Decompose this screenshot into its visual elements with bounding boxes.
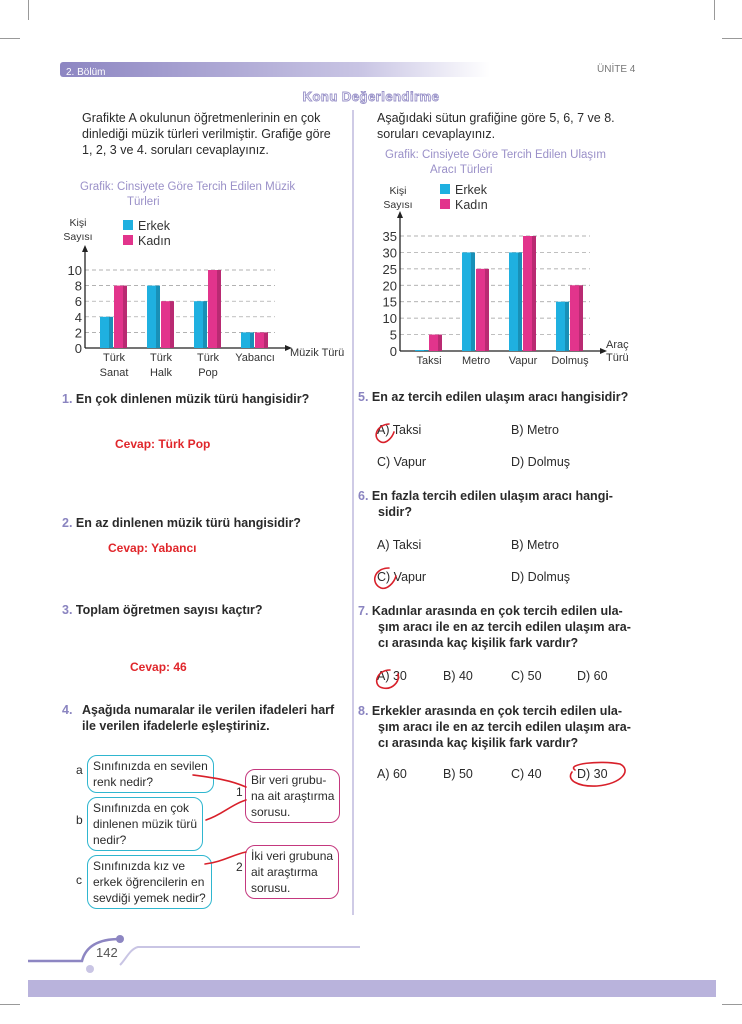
match-number-2: 2 [236, 860, 243, 874]
y-tick-label: 15 [382, 294, 397, 310]
question-4 [62, 702, 346, 734]
intro-line: soruları cevaplayınız. [377, 127, 496, 141]
question-2 [62, 515, 301, 531]
question-6 [358, 488, 613, 520]
x-tick-label: Sanat [99, 367, 129, 379]
match-target-1 [245, 769, 340, 823]
match-text: na ait araştırma [251, 789, 335, 803]
y-tick-label: 35 [382, 229, 397, 244]
bar-shade [109, 317, 113, 348]
question-text: En fazla tercih edilen ulaşım aracı hangi- [371, 489, 613, 503]
option-c[interactable]: C) Vapur [377, 455, 427, 469]
footer-bar [28, 980, 716, 997]
y-axis-arrow [82, 245, 88, 252]
x-axis-label: Türü [606, 352, 629, 364]
question-text: En az tercih edilen ulaşım aracı hangisidir? [371, 390, 629, 404]
x-axis-label: Müzik Türü [290, 347, 345, 359]
question-number: 2. [62, 516, 73, 530]
option-a[interactable]: A) Taksi [377, 423, 422, 437]
chart-title-line: Türleri [127, 196, 160, 208]
option-b[interactable]: B) Metro [511, 538, 559, 552]
answer-1: Cevap: Türk Pop [115, 437, 211, 451]
question-text: sidir? [378, 505, 413, 519]
y-tick-label: 5 [389, 327, 397, 343]
bar-shade [123, 286, 127, 348]
question-text: En çok dinlenen müzik türü hangisidir? [75, 392, 310, 406]
question-text: cı arasında kaç kişilik fark vardır? [378, 736, 579, 750]
answer-2: Cevap: Yabancı [108, 541, 197, 555]
match-text: ait araştırma [251, 865, 318, 879]
bar-shade [250, 332, 254, 348]
option-c[interactable]: C) Vapur [377, 570, 427, 584]
question-5 [358, 389, 628, 405]
question-number: 5. [358, 390, 369, 404]
intro-line: dinlediği müzik türleri verilmiştir. Grafiğe göre [82, 127, 331, 141]
option-a[interactable]: A) 30 [377, 669, 407, 683]
match-text: nedir? [93, 833, 127, 847]
question-text: ile verilen ifadelerle eşleştiriniz. [82, 719, 270, 733]
question-number: 1. [62, 392, 73, 406]
y-tick-label: 8 [74, 278, 82, 294]
question-1 [62, 391, 309, 407]
match-item-b [87, 797, 203, 851]
y-tick-label: 10 [382, 311, 397, 327]
chart-title-line: Grafik: Cinsiyete Göre Tercih Edilen Ulaşım [385, 149, 606, 161]
bar-shade [170, 301, 174, 348]
bar-shade [565, 302, 569, 351]
option-d[interactable]: D) 60 [577, 669, 608, 683]
option-d[interactable]: D) Dolmuş [511, 455, 571, 469]
x-tick-label: Metro [461, 355, 491, 367]
y-tick-label: 0 [389, 344, 397, 359]
match-text: sorusu. [251, 881, 291, 895]
legend-swatch-erkek [123, 220, 133, 230]
intro-line: Aşağıdaki sütun grafiğine göre 5, 6, 7 ve 8. [377, 111, 615, 125]
match-text: Sınıfınızda en çok [93, 801, 190, 815]
question-3 [62, 602, 263, 618]
legend-label: Erkek [455, 183, 487, 197]
intro-line: 1, 2, 3 ve 4. soruları cevaplayınız. [82, 143, 269, 157]
bar-shade [532, 236, 536, 351]
match-item-a [87, 755, 214, 793]
match-text: renk nedir? [93, 775, 154, 789]
x-tick-label: Türk [150, 352, 172, 364]
bar-shade [424, 350, 428, 351]
y-tick-label: 4 [74, 309, 82, 325]
y-axis-label: Sayısı [63, 231, 93, 243]
bar-shade [438, 335, 442, 351]
y-tick-label: 25 [382, 261, 397, 277]
y-axis-arrow [397, 211, 403, 218]
chart-title-line: Grafik: Cinsiyete Göre Tercih Edilen Müzik [80, 181, 296, 193]
match-item-c [87, 855, 212, 909]
legend-label: Kadın [455, 198, 488, 212]
question-number: 7. [358, 604, 369, 618]
bar-shade [217, 270, 221, 348]
match-text: sorusu. [251, 805, 291, 819]
y-axis-label: Kişi [69, 217, 87, 229]
y-tick-label: 10 [67, 263, 82, 278]
answer-3: Cevap: 46 [130, 660, 187, 674]
match-letter-b: b [76, 813, 83, 827]
y-axis-label: Sayısı [383, 199, 413, 211]
x-tick-label: Türk [197, 352, 219, 364]
x-tick-label: Yabancı [235, 352, 275, 364]
bar-shade [264, 332, 268, 348]
y-axis-label: Kişi [389, 185, 407, 197]
match-letter-c: c [76, 873, 82, 887]
question-8 [358, 703, 631, 751]
section-label: 2. Bölüm [66, 67, 106, 78]
y-tick-label: 20 [382, 278, 397, 294]
unit-label: ÜNİTE 4 [597, 64, 636, 75]
match-text: Sınıfınızda kız ve [93, 859, 186, 873]
x-tick-label: Pop [198, 367, 218, 379]
question-number: 8. [358, 704, 369, 718]
x-tick-label: Vapur [508, 355, 538, 367]
question-text: Aşağıda numaralar ile verilen ifadeleri harf [82, 703, 335, 717]
x-tick-label: Dolmuş [551, 355, 589, 367]
match-number-1: 1 [236, 785, 243, 799]
x-tick-label: Halk [149, 367, 173, 379]
bar-shade [203, 301, 207, 348]
option-d[interactable]: D) Dolmuş [511, 570, 571, 584]
x-tick-label: Türk [103, 352, 125, 364]
option-b[interactable]: B) Metro [511, 423, 559, 437]
legend-label: Kadın [138, 234, 171, 248]
y-tick-label: 0 [74, 341, 82, 356]
question-number: 3. [62, 603, 73, 617]
question-7 [358, 603, 631, 651]
bar-shade [579, 285, 583, 351]
match-text: Sınıfınızda en sevilen [93, 759, 208, 773]
page-number: 142 [96, 945, 118, 960]
match-text: Bir veri grubu- [251, 773, 327, 787]
match-letter-a: a [76, 763, 83, 777]
match-text: dinlenen müzik türü [93, 817, 198, 831]
question-number: 4. [62, 703, 73, 717]
x-tick-label: Taksi [416, 355, 442, 367]
page-title: Konu Değerlendirme [302, 89, 440, 104]
bar-shade [156, 286, 160, 348]
option-b[interactable]: B) 40 [443, 669, 473, 683]
bar-shade [471, 252, 475, 351]
option-c[interactable]: C) 40 [511, 767, 542, 781]
option-b[interactable]: B) 50 [443, 767, 473, 781]
match-target-2 [245, 845, 339, 899]
question-text: şım aracı ile en az tercih edilen ulaşım ara- [378, 620, 631, 634]
question-text: En az dinlenen müzik türü hangisidir? [75, 516, 301, 530]
y-tick-label: 30 [382, 245, 397, 261]
legend-swatch-kadın [123, 235, 133, 245]
intro-line: Grafikte A okulunun öğretmenlerinin en çok [82, 111, 321, 125]
bar-shade [518, 252, 522, 351]
question-text: şım aracı ile en az tercih edilen ulaşım ara- [378, 720, 631, 734]
x-axis-label: Araç [606, 339, 629, 351]
chart-title-line: Aracı Türleri [430, 164, 493, 176]
bar-shade [485, 269, 489, 351]
option-d[interactable]: D) 30 [577, 767, 608, 781]
match-text: erkek öğrencilerin en [93, 875, 205, 889]
option-a[interactable]: A) Taksi [377, 538, 422, 552]
y-tick-label: 6 [74, 294, 82, 310]
option-c[interactable]: C) 50 [511, 669, 542, 683]
question-text: cı arasında kaç kişilik fark vardır? [378, 636, 579, 650]
legend-label: Erkek [138, 219, 170, 233]
option-a[interactable]: A) 60 [377, 767, 407, 781]
match-text: İki veri grubuna [251, 849, 334, 863]
question-text: Toplam öğretmen sayısı kaçtır? [75, 603, 263, 617]
legend-swatch-kadın [440, 199, 450, 209]
question-text: Erkekler arasında en çok tercih edilen ula- [371, 704, 623, 718]
question-text: Kadınlar arasında en çok tercih edilen ula- [371, 604, 623, 618]
y-tick-label: 2 [74, 325, 82, 341]
question-number: 6. [358, 489, 369, 503]
legend-swatch-erkek [440, 184, 450, 194]
match-text: sevdiği yemek nedir? [93, 891, 206, 905]
